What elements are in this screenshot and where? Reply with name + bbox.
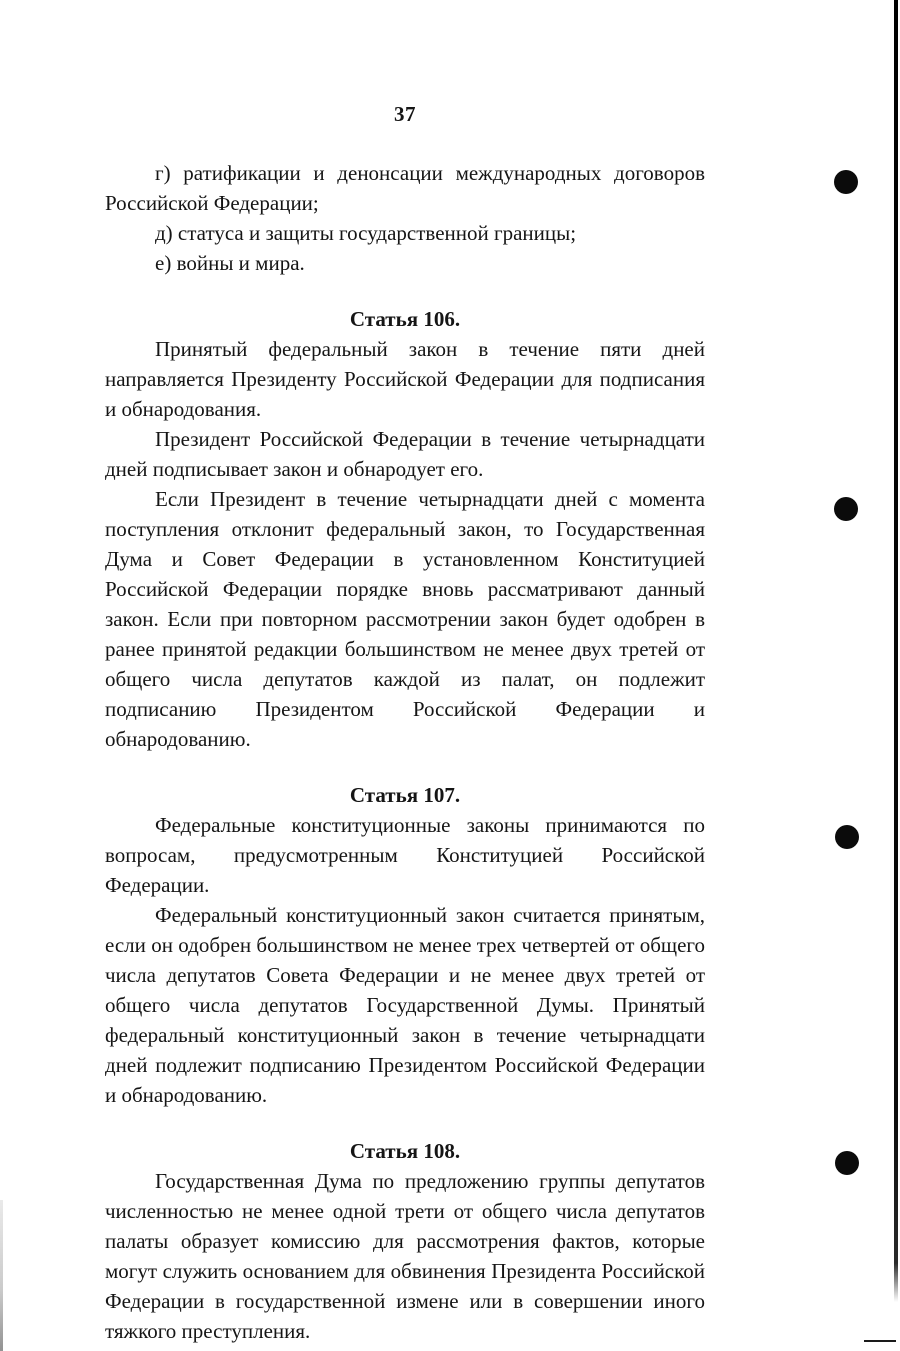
scan-dot [834,497,858,521]
paragraph: Если Президент в течение четырнадцати дней с момента поступления отклонит федеральный закон, то Государственная Дума и Совет Федерации в установленном Конституцией Российской Федерации порядке вновь рассматривают данный закон. Если при повторном рассмотрении закон будет одобрен в ранее принятой редакции большинством не менее двух третей от общего числа депутатов каждой из палат, он подлежит подписанию Президентом Российской Федерации и обнародованию. [105,487,705,751]
section-heading-article-106: Статья 106. [349,307,461,331]
scan-edge-left [0,1200,3,1351]
list-item-g: г) ратификации и денонсации международных договоров Российской Федерации; [105,161,705,215]
scan-dot [835,825,859,849]
text-column [105,158,705,1346]
scan-dot [835,1151,859,1175]
page-number: 37 [394,102,416,126]
scan-edge-right [894,0,898,1302]
paragraph: Государственная Дума по предложению группы депутатов численностью не менее одной трети от общего числа депутатов палаты образует комиссию для рассмотрения фактов, которые могут служить основанием для обвинения Президента Российской Федерации в государственной измене или в совершении иного тяжкого преступления. [105,1169,705,1343]
paragraph: Президент Российской Федерации в течение четырнадцати дней подписывает закон и обнародует его. [105,427,705,481]
list-item-d: д) статуса и защиты государственной границы; [155,221,577,245]
paragraph: Принятый федеральный закон в течение пяти дней направляется Президенту Российской Федерации для подписания и обнародования. [105,337,705,421]
paragraph: Федеральные конституционные законы принимаются по вопросам, предусмотренным Конституцией Российской Федерации. [105,813,705,897]
scan-corner-mark [864,1340,896,1342]
list-item-e: е) войны и мира. [155,251,305,275]
section-heading-article-107: Статья 107. [349,783,461,807]
section-heading-article-108: Статья 108. [349,1139,461,1163]
paragraph: Федеральный конституционный закон считается принятым, если он одобрен большинством не менее трех четвертей от общего числа депутатов Совета Федерации и не менее двух третей от общего числа депутатов Государственной Думы. Принятый федеральный конституционный закон в течение четырнадцати дней подлежит подписанию Президентом Российской Федерации и обнародованию. [105,903,705,1107]
scan-dot [834,170,858,194]
